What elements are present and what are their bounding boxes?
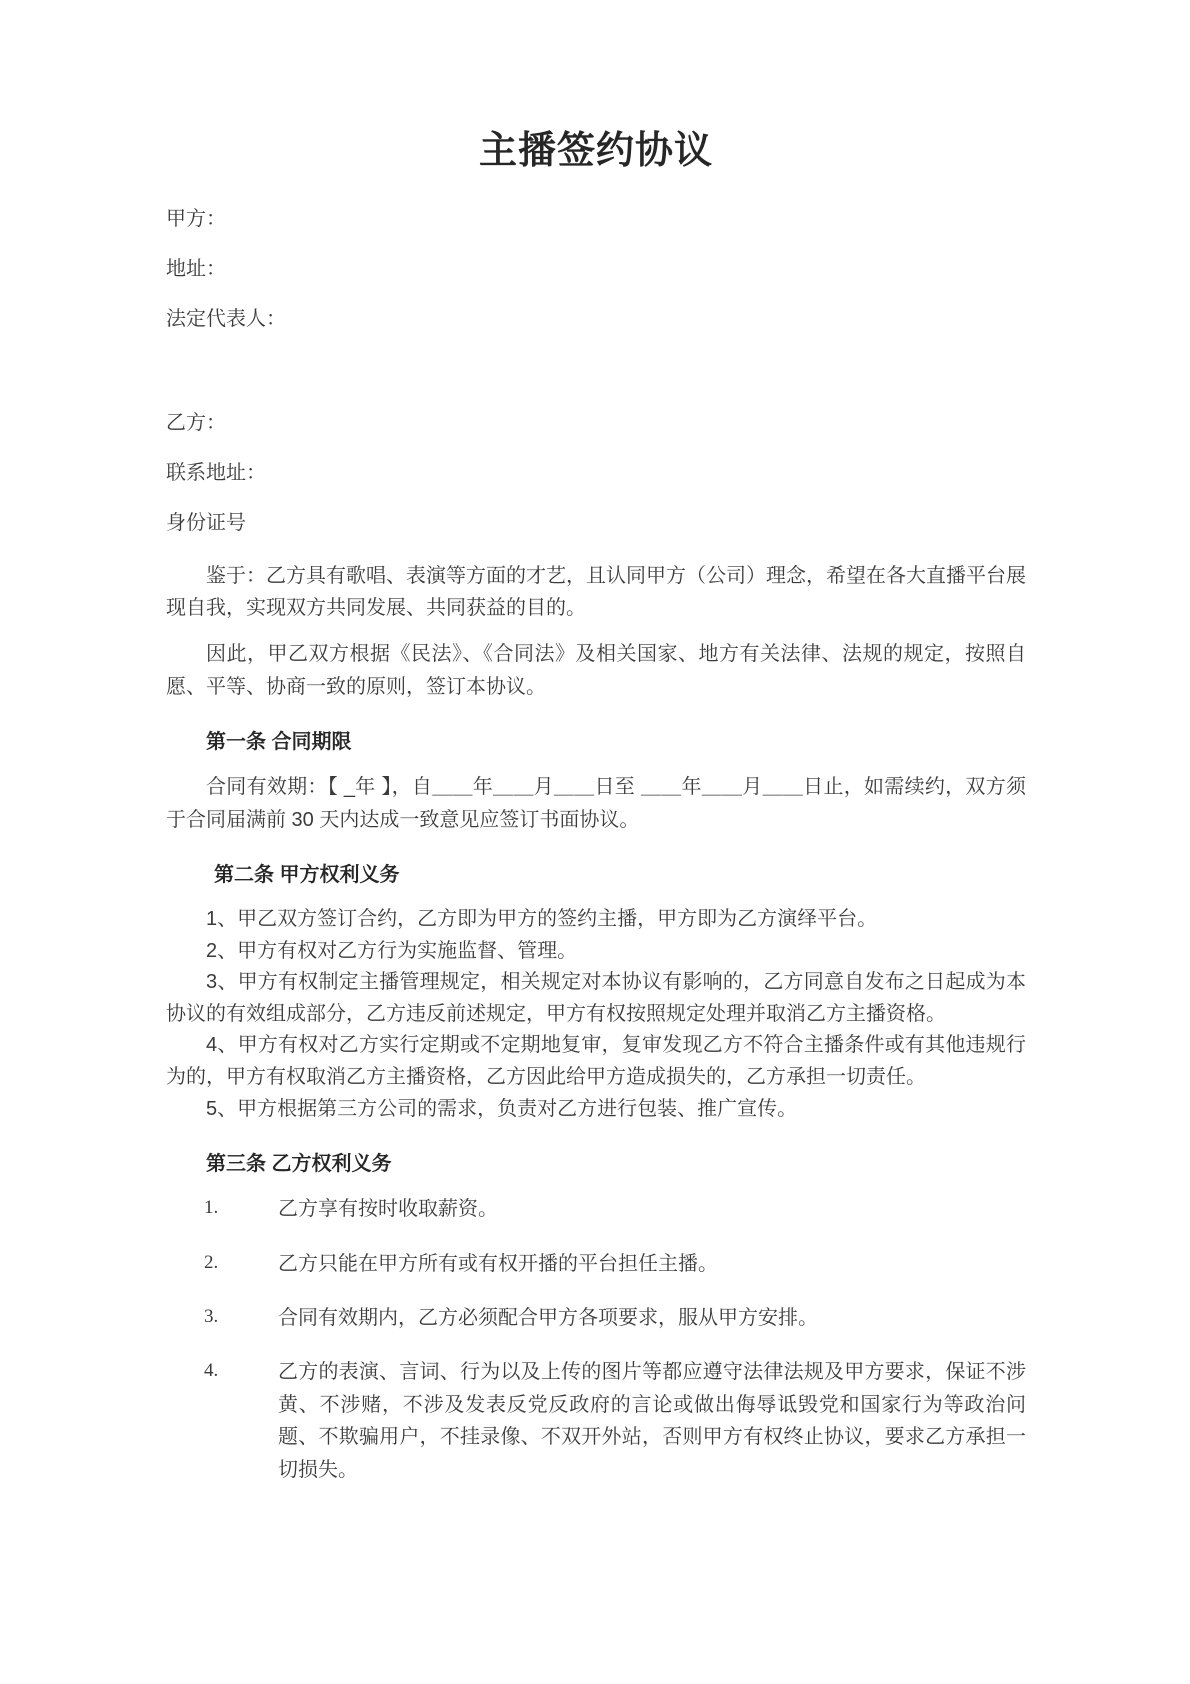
list-item	[166, 1302, 1026, 1334]
field-party-b-id-number: 身份证号	[166, 511, 246, 534]
list-item-marker: 1.	[204, 1197, 219, 1219]
list-item	[166, 1193, 1026, 1225]
document-content	[166, 0, 1026, 1508]
article-3-heading: 第三条 乙方权利义务	[206, 1153, 392, 1176]
article-2-clause-1: 1、甲乙双方签订合约，乙方即为甲方的签约主播，甲方即为乙方演绎平台。	[206, 908, 878, 931]
article-2-heading: 第二条 甲方权利义务	[214, 864, 400, 887]
field-party-a-name: 甲方：	[166, 207, 226, 230]
article-2-clause-2: 2、甲方有权对乙方行为实施监督、管理。	[206, 939, 578, 962]
article-2-clause-5: 5、甲方根据第三方公司的需求，负责对乙方进行包装、推广宣传。	[206, 1097, 798, 1120]
list-item	[166, 1248, 1026, 1280]
article-2-clause-4: 4、甲方有权对乙方实行定期或不定期地复审，复审发现乙方不符合主播条件或有其他违规行为的，甲方有权取消乙方主播资格，乙方因此给甲方造成损失的，乙方承担一切责任。	[166, 1034, 1026, 1088]
list-item-marker: 3.	[204, 1305, 219, 1327]
list-item-text: 乙方的表演、言词、行为以及上传的图片等都应遵守法律法规及甲方要求，保证不涉黄、不涉赌，不涉及发表反党反政府的言论或做出侮辱诋毁党和国家行为等政治问题、不欺骗用户，不挂录像、不双开外站，否则甲方有权终止协议，要求乙方承担一切损失。	[278, 1361, 1026, 1481]
party-a-block	[166, 206, 1026, 333]
article-2-clause-3: 3、甲方有权制定主播管理规定，相关规定对本协议有影响的，乙方同意自发布之日起成为本协议的有效组成部分，乙方违反前述规定，甲方有权按照规定处理并取消乙方主播资格。	[166, 971, 1026, 1025]
list-item-text: 乙方只能在甲方所有或有权开播的平台担任主播。	[278, 1252, 718, 1275]
party-b-block	[166, 410, 1026, 537]
recital-paragraph-1: 鉴于：乙方具有歌唱、表演等方面的才艺，且认同甲方（公司）理念，希望在各大直播平台展现自我，实现双方共同发展、共同获益的目的。	[166, 564, 1026, 620]
party-separator-gap	[166, 356, 1026, 410]
list-item-text: 乙方享有按时收取薪资。	[278, 1198, 498, 1221]
field-party-a-legal-rep: 法定代表人：	[166, 307, 286, 330]
article-1-term-paragraph: 合同有效期：【 _年 】，自＿＿年＿＿月＿＿日至 ＿＿年＿＿月＿＿日止，如需续约，双方须于合同届满前 30 天内达成一致意见应签订书面协议。	[166, 776, 1026, 831]
article-1-heading: 第一条 合同期限	[206, 731, 352, 754]
list-item	[166, 1356, 1026, 1486]
recital-paragraph-2: 因此，甲乙双方根据《民法》、《合同法》及相关国家、地方有关法律、法规的规定，按照自愿、平等、协商一致的原则，签订本协议。	[166, 643, 1026, 698]
list-item-marker: 4.	[204, 1360, 219, 1382]
field-party-b-name: 乙方：	[166, 411, 226, 434]
list-item-text: 合同有效期内，乙方必须配合甲方各项要求，服从甲方安排。	[278, 1306, 818, 1329]
list-item-marker: 2.	[204, 1251, 219, 1273]
article-2-clause-group	[166, 904, 1026, 1125]
article-3-list	[166, 1193, 1026, 1486]
field-party-a-address: 地址：	[166, 257, 226, 280]
page-title: 主播签约协议	[478, 130, 713, 172]
field-party-b-contact-address: 联系地址：	[166, 461, 266, 484]
